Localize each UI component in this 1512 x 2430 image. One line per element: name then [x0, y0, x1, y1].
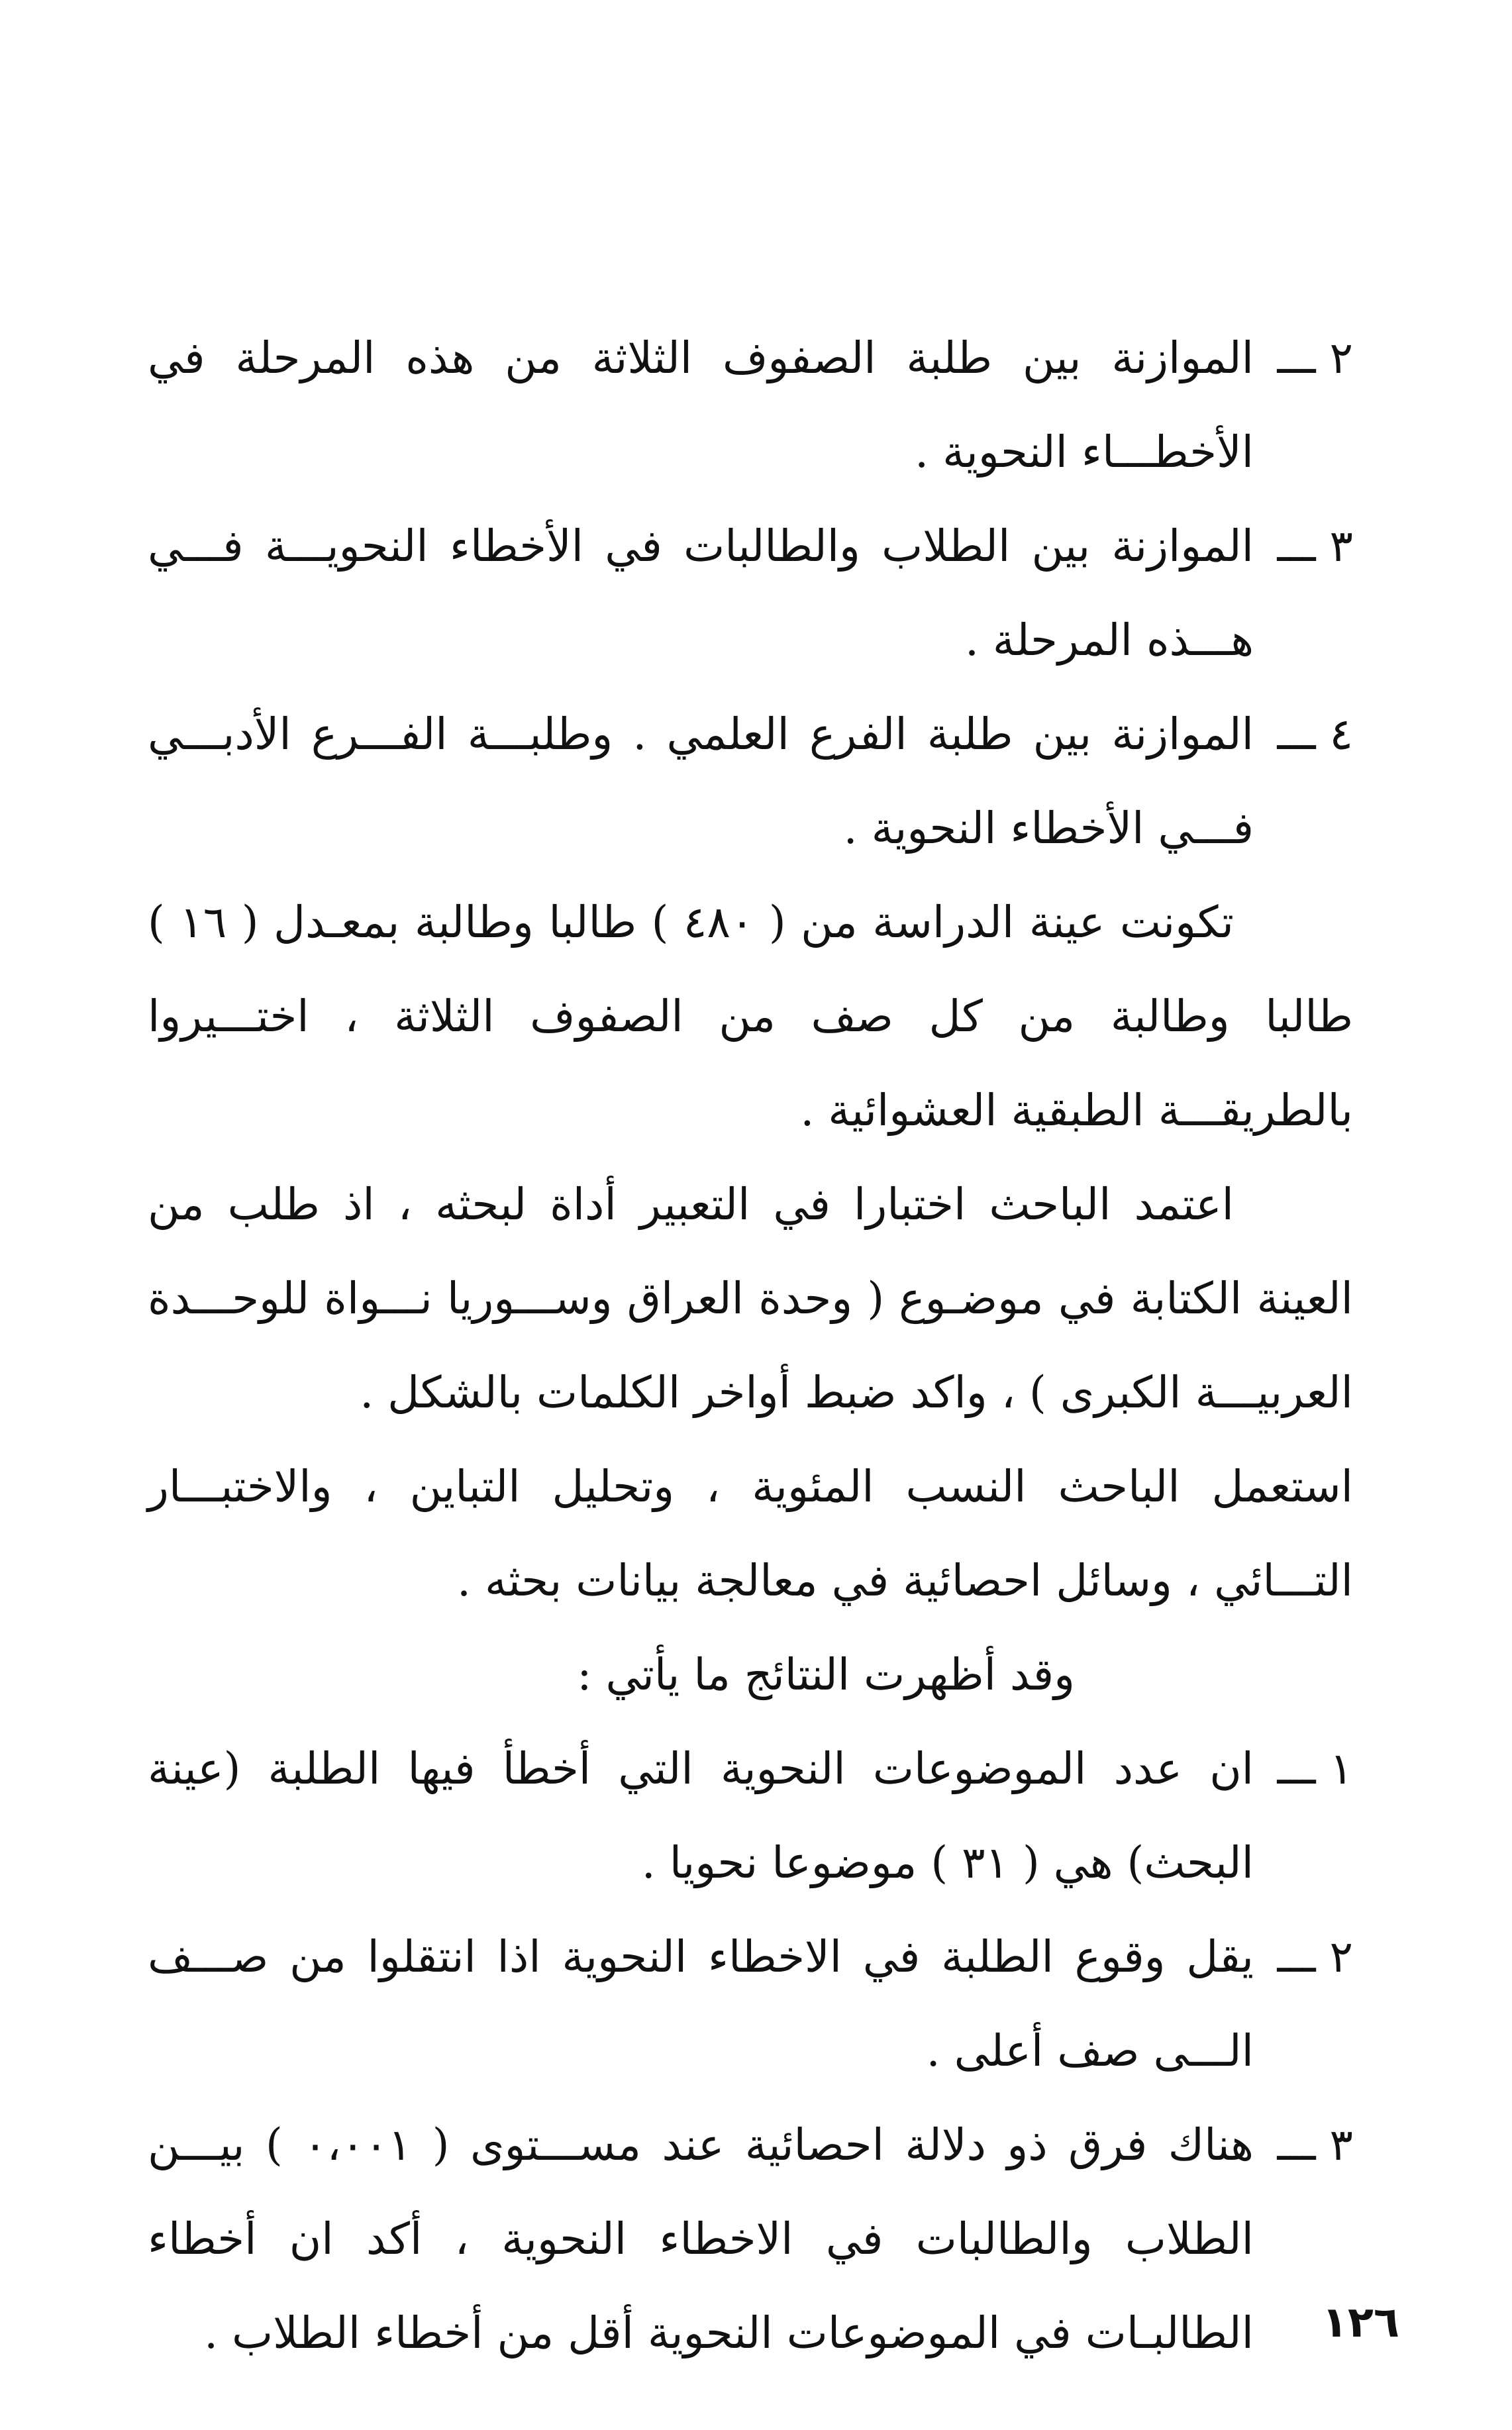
method-paragraph: اعتمد الباحث اختبارا في التعبير أداة لبحثه ، اذ طلب من العينة الكتابة في موضـوع ( وحدة العراق وســـوريا نـــواة للوحـــدة العربيـــة الكبرى ) ، واكد ضبط أواخر الكلمات بالشكل .: [148, 1179, 1353, 1418]
result-item: [148, 1722, 1353, 1910]
result-item: [148, 1910, 1353, 2098]
item-number: ٣ ـــ: [1277, 521, 1353, 572]
results-intro: وقد أظهرت النتائج ما يأتي :: [577, 1649, 1075, 1700]
body-text: [148, 311, 1353, 2380]
list-item: [148, 499, 1353, 687]
item-number: ١ ـــ: [1277, 1743, 1353, 1794]
item-number: ٢ ـــ: [1277, 332, 1353, 383]
item-text: يقل وقوع الطلبة في الاخطاء النحوية اذا انتقلوا من صـــف الـــى صف أعلى .: [148, 1931, 1254, 2076]
statistics-paragraph: استعمل الباحث النسب المئوية ، وتحليل التباين ، والاختبـــار التـــائي ، وسائل احصائية في معالجة بيانات بحثه .: [148, 1461, 1353, 1606]
item-text: ان عدد الموضوعات النحوية التي أخطأ فيها الطلبة (عينة البحث) هي ( ٣١ ) موضوعا نحويا .: [148, 1743, 1254, 1888]
item-text: هناك فرق ذو دلالة احصائية عند مســـتوى ( ٠،٠٠١ ) بيـــن الطلاب والطالبات في الاخطاء النحوية ، أكد ان أخطاء الطالبـات في الموضوعات النحوية أقل من أخطاء الطلاب .: [148, 2119, 1254, 2358]
item-text: الموازنة بين طلبة الفرع العلمي . وطلبـــة الفـــرع الأدبـــي فـــي الأخطاء النحوية .: [148, 709, 1254, 854]
item-text: الموازنة بين طلبة الصفوف الثلاثة من هذه المرحلة في الأخطـــاء النحوية .: [148, 332, 1254, 478]
result-item: [148, 2098, 1353, 2380]
item-number: ٤ ـــ: [1277, 709, 1353, 760]
item-number: ٢ ـــ: [1277, 1931, 1353, 1982]
item-text: الموازنة بين الطلاب والطالبات في الأخطاء النحويـــة فـــي هـــذه المرحلة .: [148, 521, 1254, 666]
page-number: ١٢٦: [1321, 2298, 1399, 2347]
list-item: [148, 311, 1353, 499]
sample-paragraph: تكونت عينة الدراسة من ( ٤٨٠ ) طالبا وطالبة بمعـدل ( ١٦ ) طالبا وطالبة من كل صف من الصفوف الثلاثة ، اختـــيروا بالطريقـــة الطبقية العشوائية .: [148, 897, 1353, 1136]
list-item: [148, 687, 1353, 876]
item-number: ٣ ـــ: [1277, 2119, 1353, 2170]
